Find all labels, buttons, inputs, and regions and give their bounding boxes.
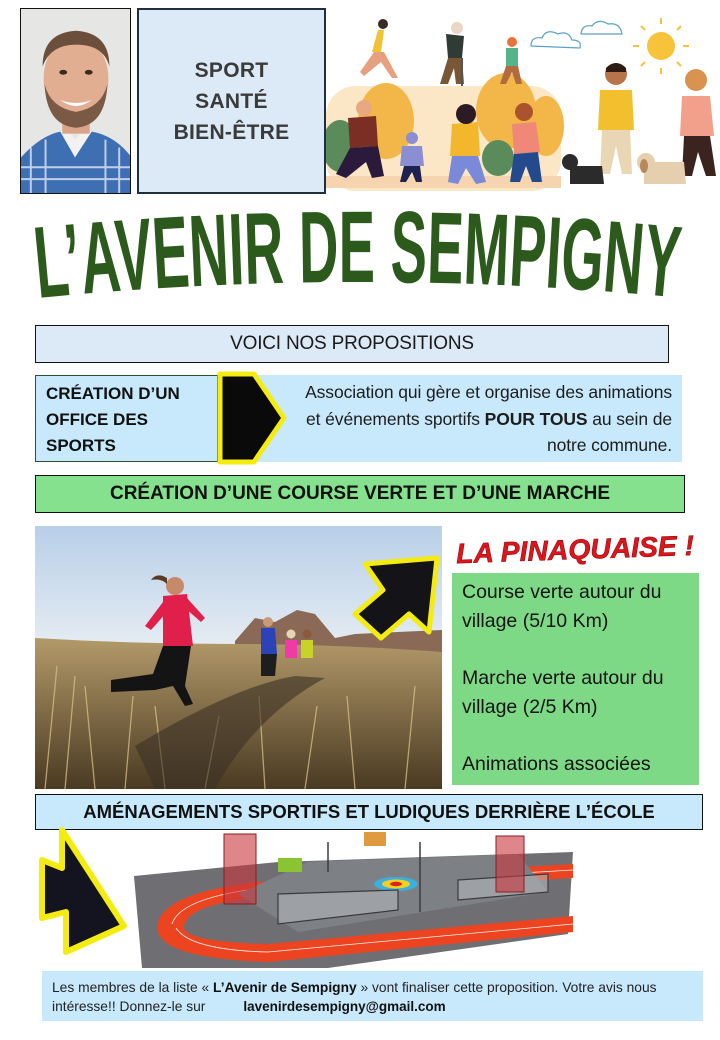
event-detail-animations: Animations associées [462,753,651,775]
footer-text-mid: » vont finaliser cette proposition. Votre avis nous intéresse!! Donnez-le sur [52,980,657,1014]
sports-court-image [128,832,573,968]
office-label-line-3: SPORTS [46,436,116,455]
event-details-box [452,573,699,785]
people-walking-illustration [326,6,718,194]
office-label-line-1: CRÉATION D’UN [46,384,180,403]
main-title-text: L’AVENIR DE SEMPIGNY [29,196,718,318]
arrow-up-right-icon [345,548,445,644]
arrow-down-right-icon [36,826,132,956]
propositions-heading: VOICI NOS PROPOSITIONS [35,325,669,363]
tagline-line-bien-etre: BIEN-ÊTRE [173,120,290,144]
footer-list-name: L’Avenir de Sempigny [213,980,357,995]
portrait-image [21,9,130,193]
contact-email-link[interactable]: lavenirdesempigny@gmail.com [243,999,446,1014]
office-label-box [35,375,218,462]
event-detail-marche: Marche verte autour du village (2/5 Km) [462,667,664,718]
event-detail-course: Course verte autour du village (5/10 Km) [462,581,662,632]
amenagement-heading: AMÉNAGEMENTS SPORTIFS ET LUDIQUES DERRIÈRE L’ÉCOLE [35,794,703,830]
office-description-emphasis: POUR TOUS [484,408,588,429]
footer-call-to-action [42,971,703,1021]
course-verte-heading: CRÉATION D’UNE COURSE VERTE ET D’UNE MARCHE [35,475,685,513]
sports-court-render [128,832,573,968]
candidate-portrait [20,8,131,194]
tagline-line-sport: SPORT [194,58,269,82]
illustration-image [326,6,718,194]
office-label-line-2: OFFICE DES [46,410,149,429]
event-name-text: LA PINAQUAISE ! [455,530,692,570]
svg-text:L’AVENIR DE SEMPIGNY [29,196,718,318]
event-name [452,526,702,570]
main-title-wordart [0,196,720,318]
office-description-text: Association qui gère et organise des animations et événements sportifs [305,382,672,429]
arrow-right-icon [216,370,288,466]
footer-text-start: Les membres de la liste « [52,980,214,995]
tagline-line-sante: SANTÉ [195,89,268,113]
event-name-wordart [452,526,702,570]
main-title [0,196,720,318]
tagline-box [137,8,326,194]
office-description-end: au sein de notre commune. [546,408,672,455]
